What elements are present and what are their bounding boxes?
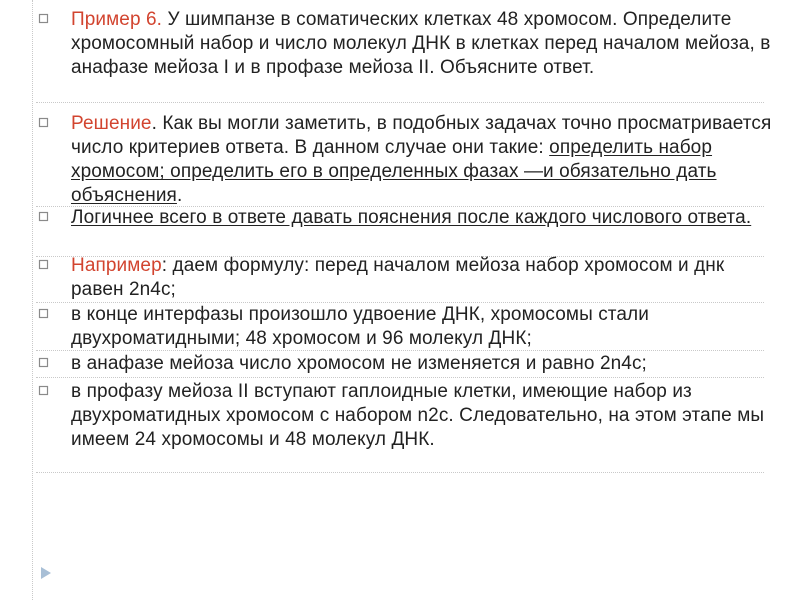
item-text [71,303,781,351]
square-bullet-icon [38,357,49,368]
item-text [71,112,781,208]
criteria-text: определить набор хромосом; определить его в определенных фазах —и обязательно дать объяснения [71,137,717,206]
square-bullet-icon [38,211,49,222]
problem-text: У шимпанзе в соматических клетках 48 хромосом. Определите хромосомный набор и число молекул ДНК в клетках перед началом мейоза, в анафазе мейоза I и в профазе мейоза II. Объясните ответ. [71,9,771,78]
solution-heading: Решение [71,113,152,134]
square-bullet-icon [38,385,49,396]
square-bullet-icon [38,13,49,24]
anaphase-text: в анафазе мейоза число хромосом не изменяется и равно 2n4c; [71,353,647,374]
item-text [71,206,781,230]
item-text [71,352,781,376]
prophase-text: в профазу мейоза II вступают гаплоидные клетки, имеющие набор из двухроматидных хромосом с набором n2c. Следовательно, на этом этапе мы имеем 24 хромосомы и 48 молекул ДНК. [71,381,765,450]
example-heading: Пример 6. [71,9,163,30]
advice-text: Логичнее всего в ответе давать пояснения после каждого числового ответа. [71,207,752,228]
item-text [71,380,781,452]
square-bullet-icon [38,117,49,128]
square-bullet-icon [38,308,49,319]
solution-tail: . [176,185,183,206]
formula-text: : даем формулу: перед началом мейоза набор хромосом и днк равен 2n4c; [71,255,725,300]
solution-text: . Как вы могли заметить, в подобных задачах точно просматривается число критериев ответа. В данном случае они такие: [71,113,772,158]
square-bullet-icon [38,259,49,270]
item-text [71,254,781,302]
item-text [71,8,781,80]
example-label: Например [71,255,162,276]
triangle-arrow-icon [40,566,52,585]
interphase-text: в конце интерфазы произошло удвоение ДНК, хромосомы стали двухроматидными; 48 хромосом и 96 молекул ДНК; [71,304,649,349]
